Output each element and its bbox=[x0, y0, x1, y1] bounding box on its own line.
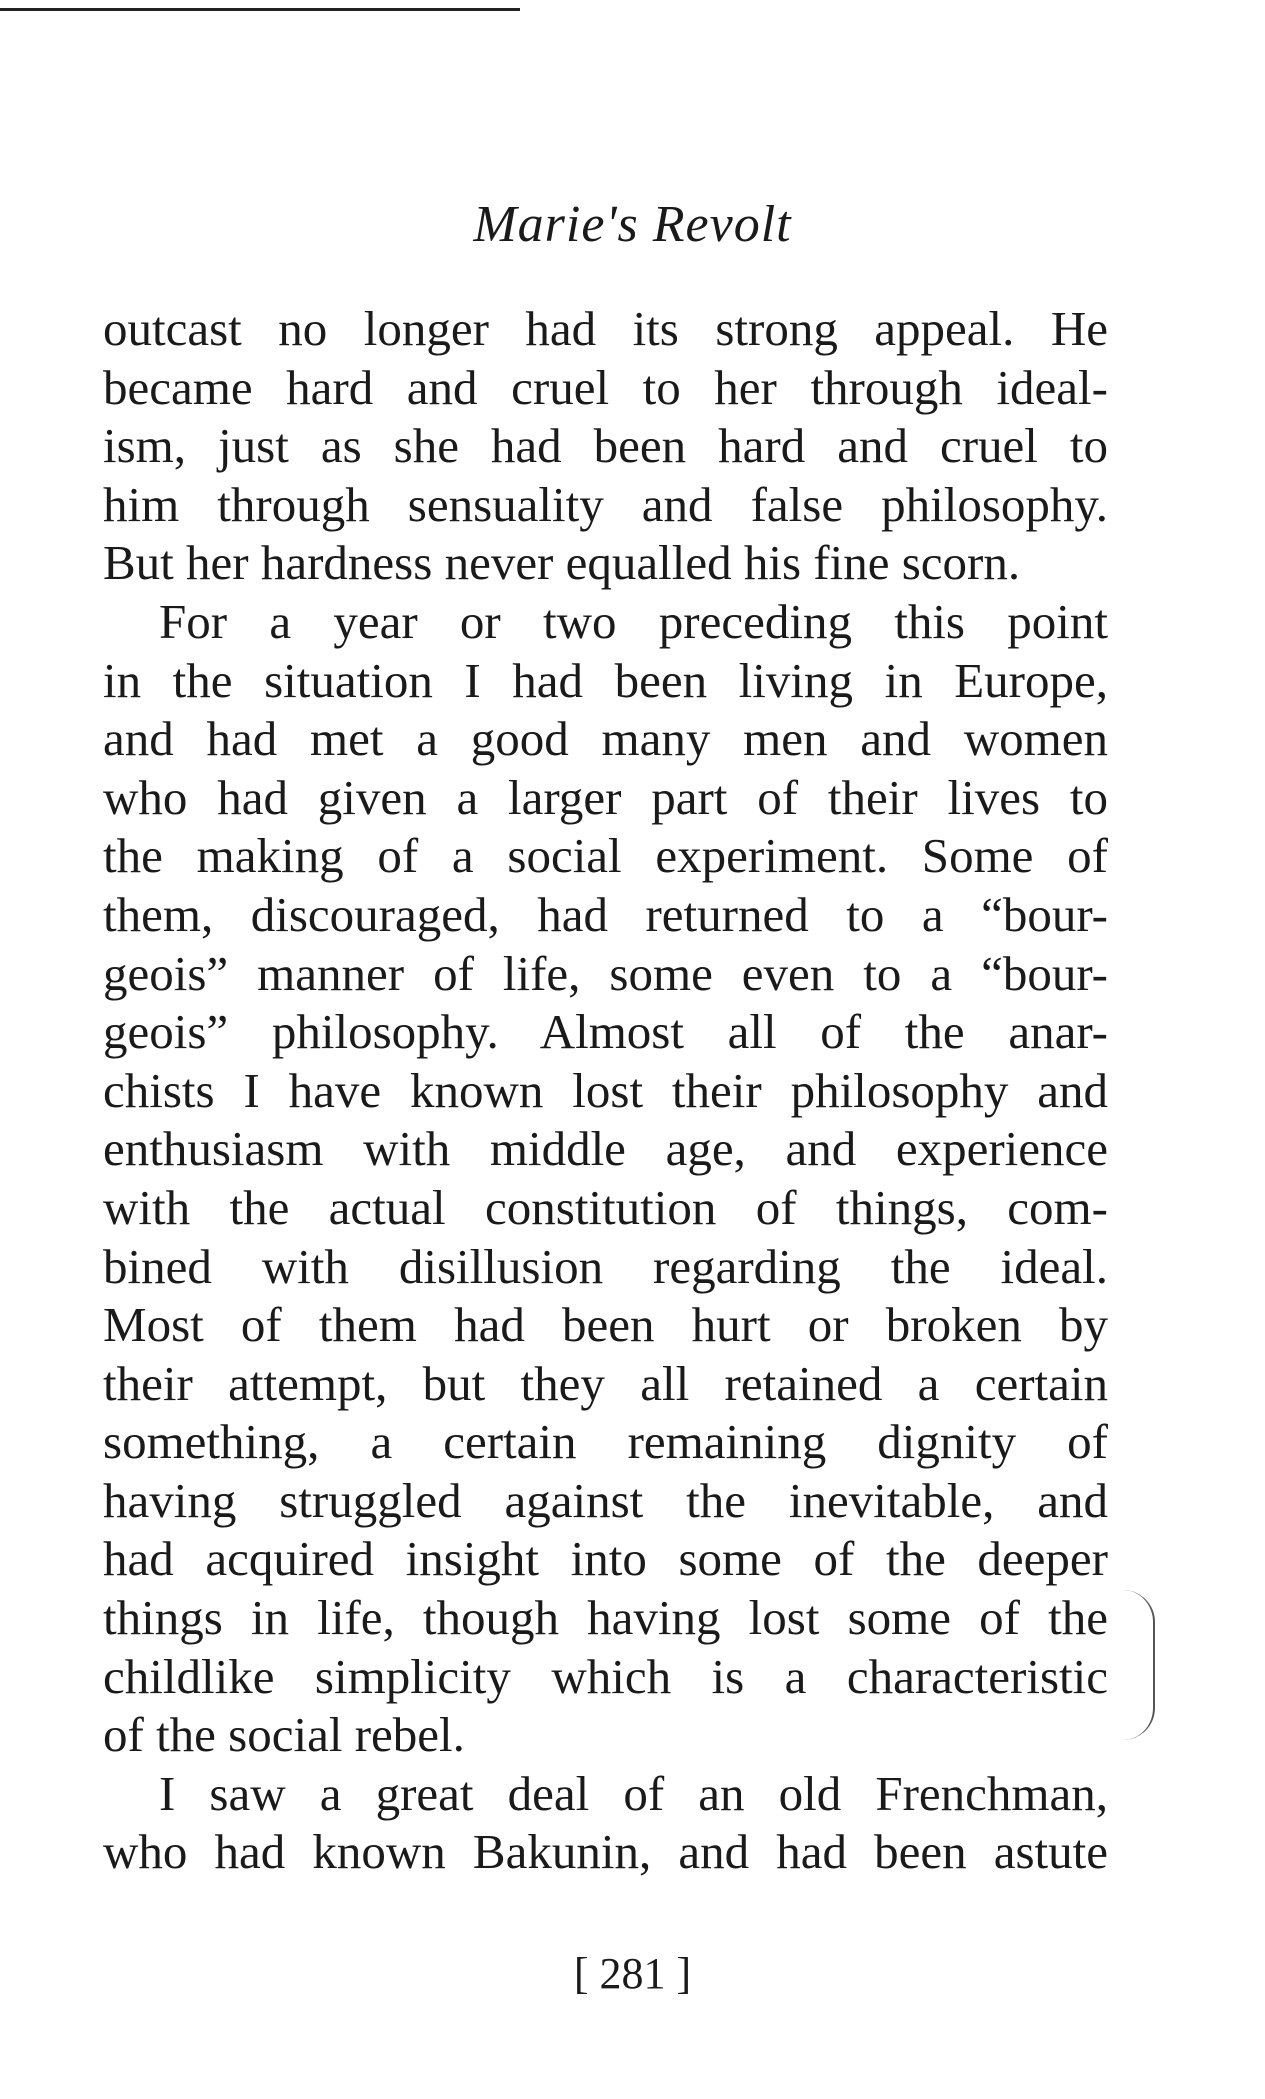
top-rule bbox=[0, 8, 520, 11]
text-line: the making of a social experiment. Some of bbox=[103, 828, 1108, 884]
text-line: became hard and cruel to her through ideal- bbox=[103, 359, 1108, 415]
body-text bbox=[103, 300, 1108, 1882]
text-line: chists I have known lost their philosophy and bbox=[103, 1062, 1108, 1118]
text-line: something, a certain remaining dignity of bbox=[103, 1414, 1108, 1470]
text-line: him through sensuality and false philosophy. bbox=[103, 476, 1108, 532]
text-line-paragraph-start: I saw a great deal of an old Frenchman, bbox=[159, 1765, 1108, 1821]
text-line: in the situation I had been living in Europe, bbox=[103, 652, 1108, 708]
text-line: who had known Bakunin, and had been astute bbox=[103, 1824, 1108, 1880]
text-line: But her hardness never equalled his fine scorn. bbox=[103, 535, 1021, 591]
running-head: Marie's Revolt bbox=[473, 196, 792, 253]
text-line: who had given a larger part of their lives to bbox=[103, 769, 1108, 825]
text-line: childlike simplicity which is a characteristic bbox=[103, 1648, 1108, 1704]
text-line: things in life, though having lost some of the bbox=[103, 1590, 1108, 1646]
text-line: and had met a good many men and women bbox=[103, 711, 1108, 767]
text-line-paragraph-start: For a year or two preceding this point bbox=[159, 593, 1108, 649]
text-line: outcast no longer had its strong appeal. He bbox=[103, 301, 1108, 356]
text-line: having struggled against the inevitable, and bbox=[103, 1472, 1108, 1528]
text-line: Most of them had been hurt or broken by bbox=[103, 1297, 1108, 1353]
text-line: bined with disillusion regarding the ideal. bbox=[103, 1238, 1108, 1294]
text-line: geois” philosophy. Almost all of the anar- bbox=[103, 1004, 1108, 1060]
text-line: enthusiasm with middle age, and experience bbox=[103, 1121, 1108, 1177]
text-line: geois” manner of life, some even to a “bour- bbox=[103, 945, 1108, 1001]
margin-pencil-mark bbox=[1123, 1590, 1155, 1740]
text-line: with the actual constitution of things, com- bbox=[103, 1179, 1108, 1235]
text-line: ism, just as she had been hard and cruel to bbox=[103, 418, 1108, 474]
text-line: their attempt, but they all retained a certain bbox=[103, 1355, 1108, 1411]
text-line: had acquired insight into some of the deeper bbox=[103, 1531, 1108, 1587]
text-line: them, discouraged, had returned to a “bour- bbox=[103, 886, 1108, 942]
text-line: of the social rebel. bbox=[103, 1707, 465, 1763]
page-number: [ 281 ] bbox=[573, 1949, 692, 1998]
